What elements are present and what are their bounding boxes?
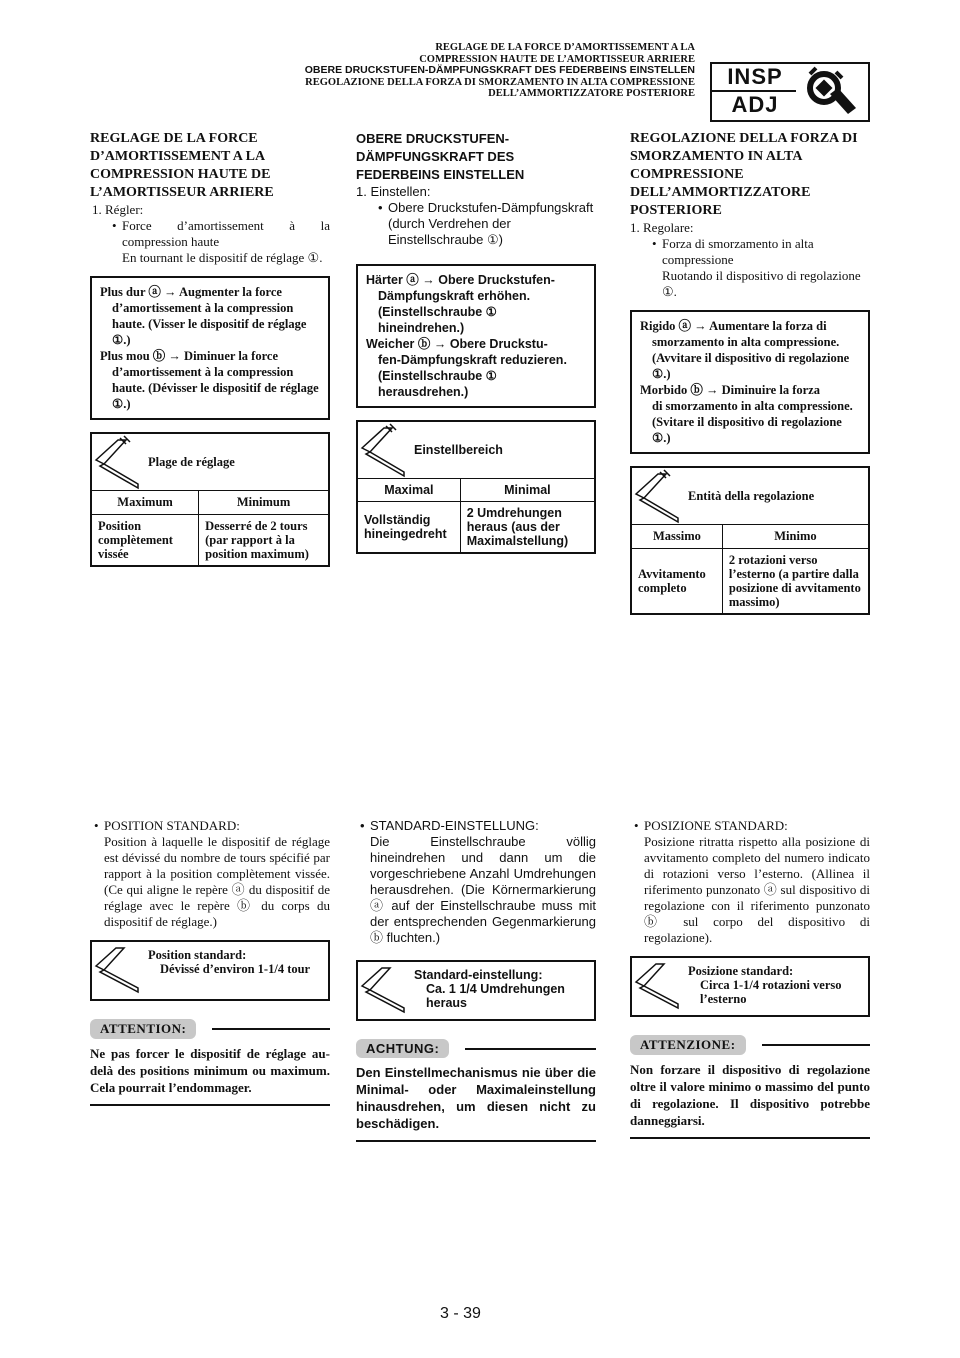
it-std-bullet: • POSIZIONE STANDARD: Posizione ritratta rispetto alla posizione di avvitamento completo del numero indicato di rotazioni verso l’esterno. (Allinea il riferimento punzonato ⓐ sul dispositivo di regolazione con il riferimento punzonato ⓑ sul corpo del dispositivo di regolazione). (644, 818, 870, 946)
feeler-gauge-icon (632, 468, 684, 524)
it-spec-title: Entità della regolazione (688, 488, 815, 503)
de-std-bullet: • STANDARD-EINSTELLUNG: Die Einstellschraube völlig hineindrehen und dann um die vorgeschriebene Anzahl Umdrehungen herausdrehen. (Die Körnermarkierung ⓐ auf der Einstellschraube muss mit der entsprechenden Gegenmarkierung ⓑ fluchten.) (370, 818, 596, 946)
fr-standard-section (90, 818, 330, 1106)
de-standard-section (356, 818, 596, 1142)
it-heading: REGOLAZIONE DELLA FORZA DI SMORZAMENTO IN ALTA COMPRESSIONE DELL’AMMORTIZZATORE POSTERIORE (630, 131, 858, 218)
fr-warning-text: Ne pas forcer le dispositif de réglage au-delà des positions minimum ou maximum. Cela pourrait l’endommager. (90, 1045, 330, 1106)
header-line-1: REGLAGE DE LA FORCE D’AMORTISSEMENT A LA (435, 42, 695, 53)
badge-insp: INSP (712, 64, 798, 92)
feeler-gauge-icon (358, 962, 410, 1019)
feeler-gauge-icon (92, 942, 144, 999)
header-line-4: REGOLAZIONE DELLA FORZA DI SMORZAMENTO IN ALTA COMPRESSIONE (305, 76, 695, 88)
feeler-gauge-icon (358, 422, 410, 478)
wrench-icon (796, 62, 870, 122)
fr-spec-table: Plage de réglage Maximum Minimum Position complètement vissée Desserré de 2 tours (par rapport à la position maximum) (90, 432, 330, 567)
page-number: 3 - 39 (440, 1305, 481, 1322)
header-line-2: COMPRESSION HAUTE DE L’AMORTISSEUR ARRIERE (419, 53, 695, 65)
it-warning-label: ATTENZIONE: (630, 1035, 746, 1055)
it-bullet: • Forza di smorzamento in alta compressione Ruotando il dispositivo di regolazione ①. (662, 236, 870, 300)
section-badge (710, 62, 800, 122)
running-header (305, 42, 695, 100)
fr-bullet: • Force d’amortissement à la compression haute En tournant le dispositif de réglage ①. (122, 218, 330, 266)
it-step: 1. Regolare: (630, 220, 694, 235)
de-adjust-box: Härter ⓐ → Obere Druckstufen- Dämpfungskraft erhöhen. (Einstellschraube ① hineindrehen.) Weicher ⓑ → Obere Druckstu- fen-Dämpfungskraft reduzieren. (Einstellschraube ① herausdrehen.) (356, 264, 596, 408)
it-adjust-box: Rigido ⓐ → Aumentare la forza di smorzamento in alta compressione. (Avvitare il dispositivo di regolazione ①.) Morbido ⓑ → Diminuire la forza di smorzamento in alta compressione. (Svitare il dispositivo di regolazione ①.) (630, 310, 870, 454)
de-bullet: • Obere Druckstufen-Dämpfungskraft (durch Verdrehen der Einstellschraube ①) (388, 200, 596, 248)
fr-adjust-box: Plus dur ⓐ → Augmenter la force d’amortissement à la compression haute. (Visser le dispositif de réglage ①.) Plus mou ⓑ → Diminuer la force d’amortissement à la compression haute. (Dévisser le dispositif de réglage ①.) (90, 276, 330, 420)
it-standard-section (630, 818, 870, 1139)
de-spec-table: Einstellbereich Maximal Minimal Vollständig hineingedreht 2 Umdrehungen heraus (aus der Maximalstellung) (356, 420, 596, 554)
feeler-gauge-icon (632, 958, 684, 1015)
de-warning (356, 1039, 596, 1142)
de-warning-label: ACHTUNG: (356, 1039, 449, 1058)
fr-std-bullet: • POSITION STANDARD: Position à laquelle le dispositif de réglage est dévissé du nombre de tours spécifié par rapport à la position complètement vissée. (Ce qui aligne le repère ⓐ du dispositif de réglage avec le repère ⓑ du corps du dispositif de réglage.) (104, 818, 330, 930)
column-italian (630, 130, 870, 615)
fr-std-box: Position standard: Dévissé d’environ 1-1/4 tour (90, 940, 330, 1001)
feeler-gauge-icon (92, 434, 144, 490)
fr-heading: REGLAGE DE LA FORCE D’AMORTISSEMENT A LA COMPRESSION HAUTE DE L’AMORTISSEUR ARRIERE (90, 131, 274, 200)
fr-spec-title: Plage de réglage (148, 454, 235, 469)
column-german (356, 130, 596, 554)
fr-warning-label: ATTENTION: (90, 1019, 196, 1039)
fr-warning (90, 1019, 330, 1106)
it-std-box: Posizione standard: Circa 1-1/4 rotazioni verso l’esterno (630, 956, 870, 1017)
badge-adj: ADJ (731, 92, 779, 117)
it-warning (630, 1035, 870, 1139)
column-french (90, 130, 330, 567)
it-warning-text: Non forzare il dispositivo di regolazione oltre il valore minimo o massimo del punto di regolazione. Il dispositivo potrebbe danneggiarsi. (630, 1061, 870, 1139)
de-heading: OBERE DRUCKSTUFEN-DÄMPFUNGSKRAFT DES FEDERBEINS EINSTELLEN (356, 131, 525, 182)
it-spec-table: Entità della regolazione Massimo Minimo Avvitamento completo 2 rotazioni verso l’esterno (a partire dalla posizione di avvitamento massimo) (630, 466, 870, 615)
de-warning-text: Den Einstellmechanismus nie über die Minimal- oder Maximaleinstellung hinausdrehen, um diesen nicht zu beschädigen. (356, 1064, 596, 1142)
de-step: 1. Einstellen: (356, 184, 431, 199)
de-spec-title: Einstellbereich (414, 443, 503, 457)
header-line-5: DELL’AMMORTIZZATORE POSTERIORE (488, 88, 695, 99)
de-std-box: Standard-einstellung: Ca. 1 1/4 Umdrehungen heraus (356, 960, 596, 1021)
header-line-3: OBERE DRUCKSTUFEN-DÄMPFUNGSKRAFT DES FEDERBEINS EINSTELLEN (304, 64, 695, 76)
fr-step: 1. Régler: (92, 202, 144, 217)
